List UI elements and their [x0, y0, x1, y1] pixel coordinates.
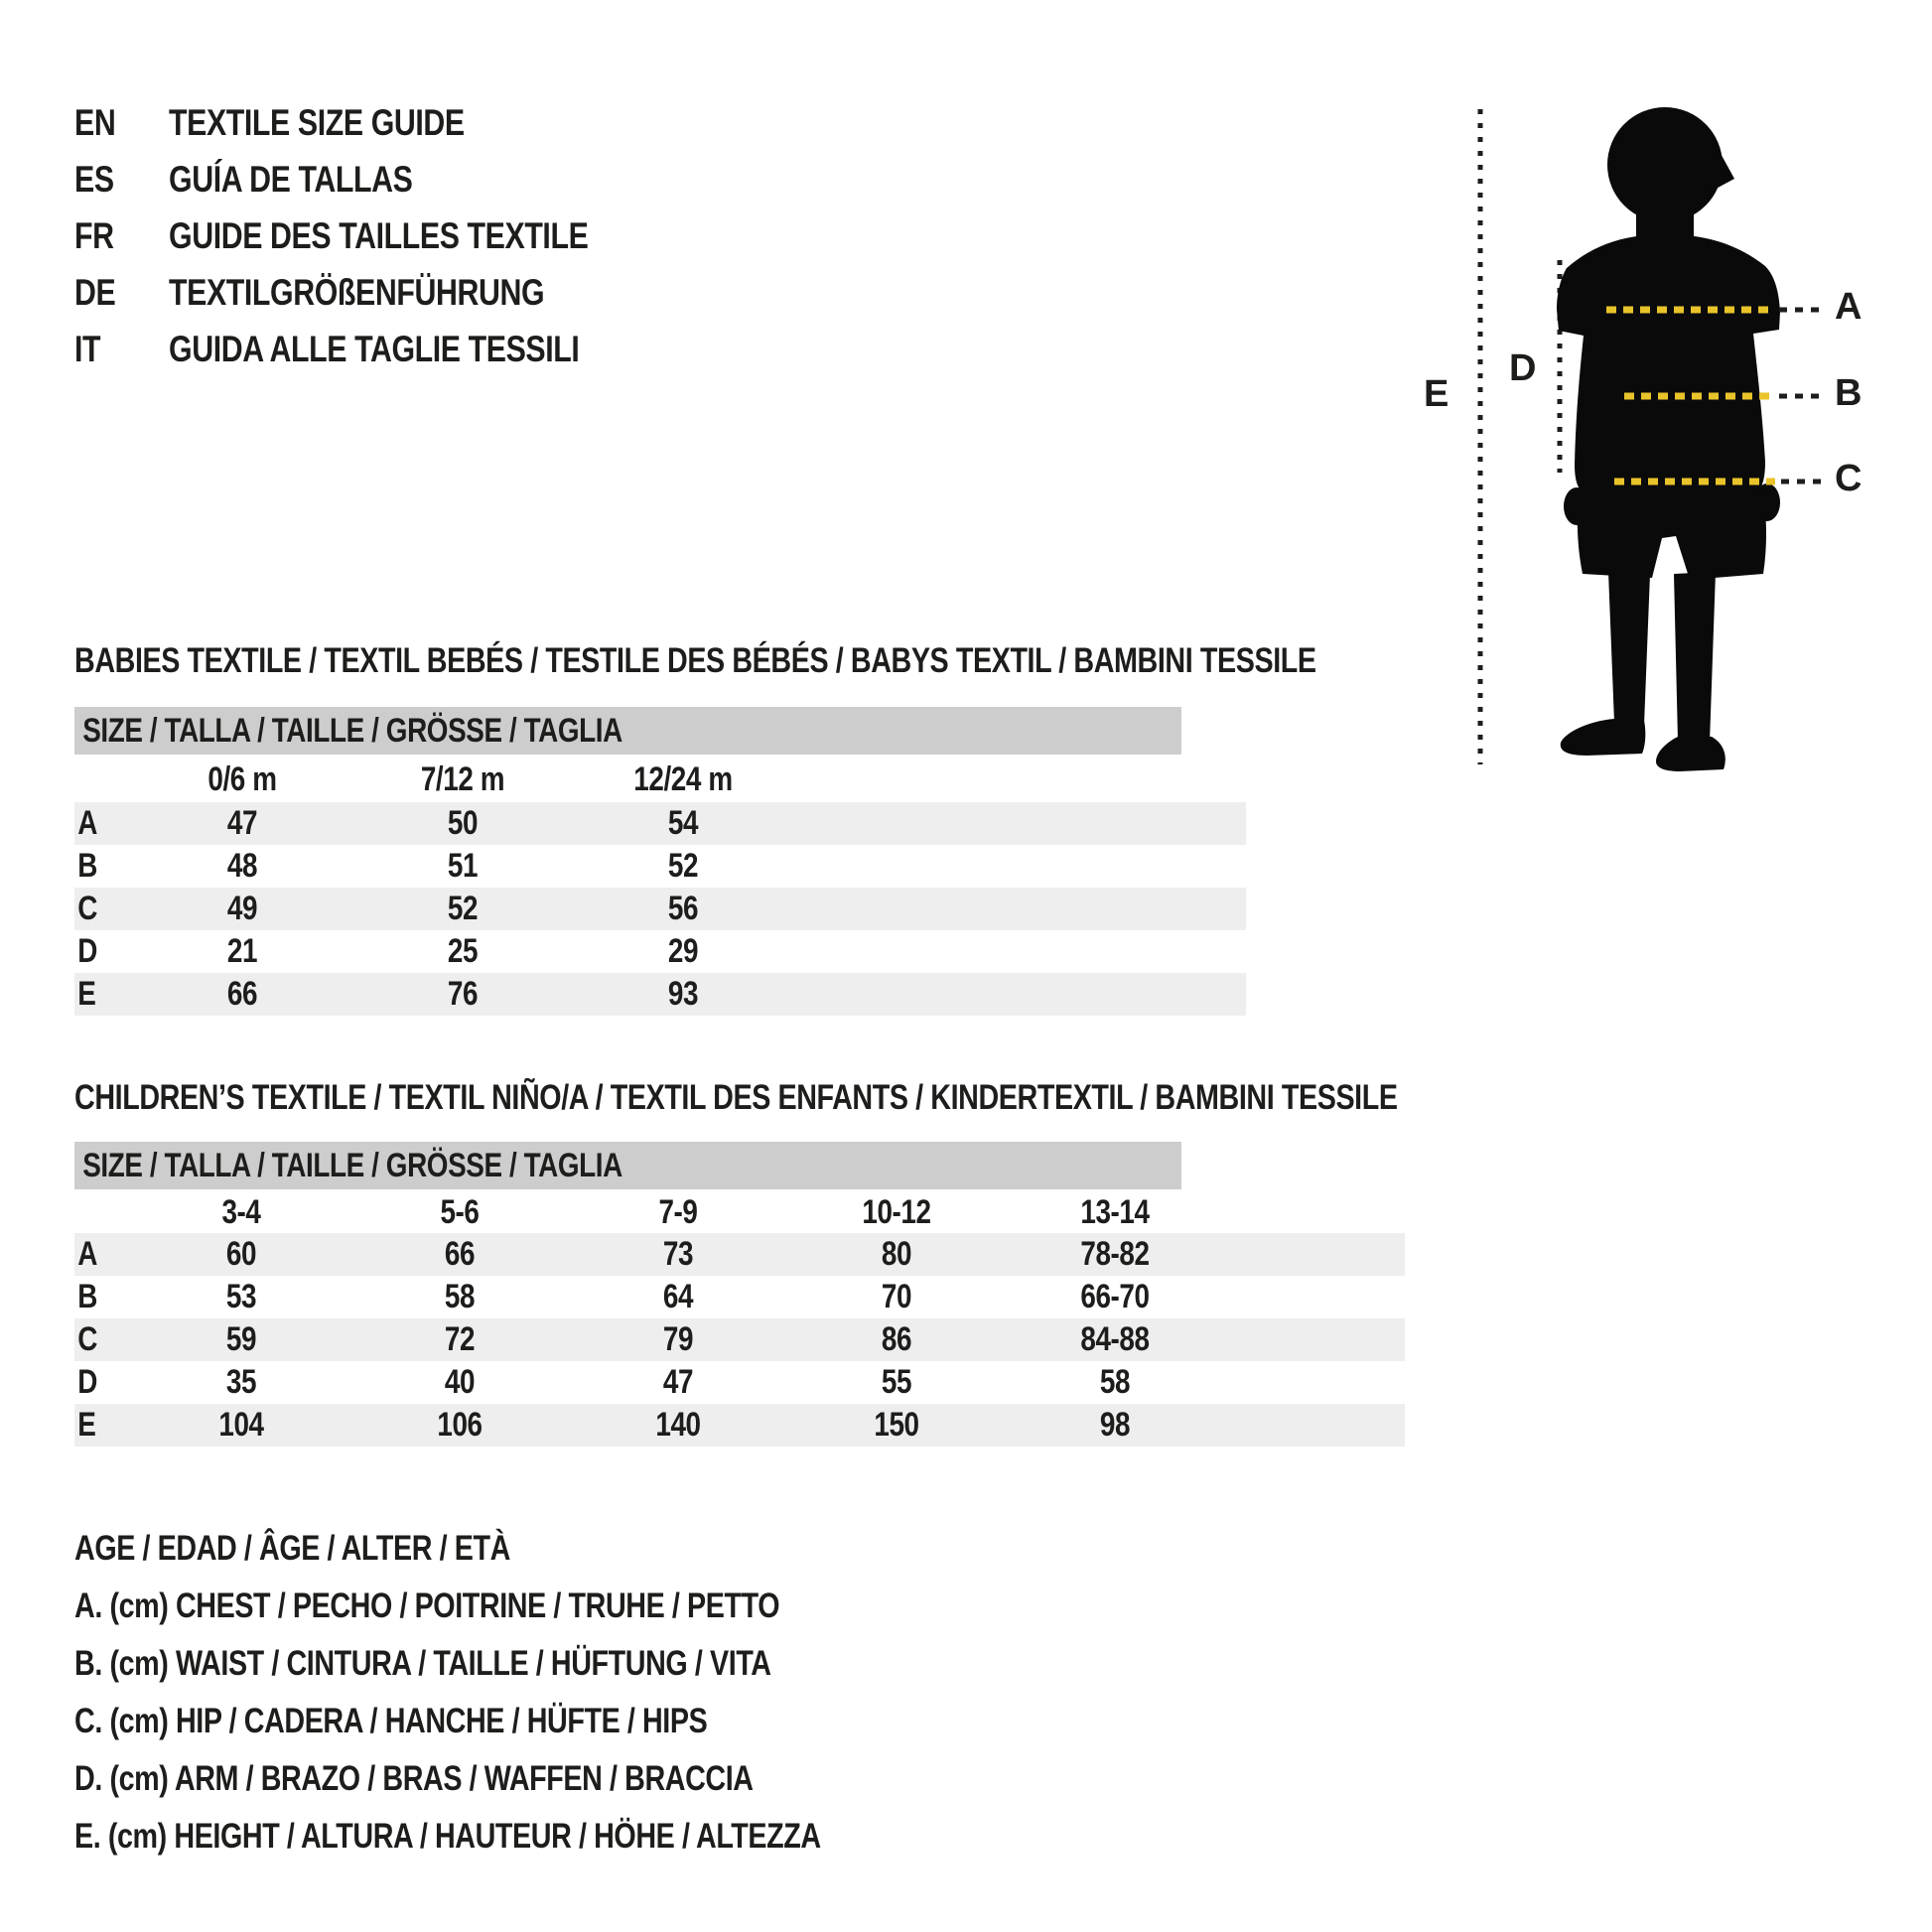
cell: 47	[662, 1363, 694, 1401]
children-col-10-12: 10-12	[862, 1192, 931, 1231]
children-col-5-6: 5-6	[440, 1192, 480, 1231]
language-row-en	[0, 102, 894, 148]
cell: 50	[447, 804, 479, 842]
cell: 49	[226, 890, 258, 927]
cell: 76	[447, 975, 479, 1013]
cell: 60	[225, 1235, 257, 1273]
waist-label-b: B	[1835, 372, 1863, 414]
height-label-e: E	[1424, 373, 1449, 415]
children-section-title: CHILDREN’S TEXTILE / TEXTIL NIÑO/A / TEXTIL DES ENFANTS / KINDERTEXTIL / BAMBINI TESSILE	[74, 1078, 1398, 1117]
babies-column-header-row	[74, 757, 1246, 802]
legend-waist: B. (cm) WAIST / CINTURA / TAILLE / HÜFTUNG / VITA	[74, 1644, 771, 1683]
cell: 84-88	[1080, 1320, 1150, 1358]
cell: 72	[444, 1320, 476, 1358]
children-col-7-9: 7-9	[658, 1192, 698, 1231]
cell: 55	[881, 1363, 912, 1401]
cell: 56	[667, 890, 699, 927]
legend-arm: D. (cm) ARM / BRAZO / BRAS / WAFFEN / BRACCIA	[74, 1759, 754, 1798]
chest-label-a: A	[1835, 286, 1863, 328]
cell: 59	[225, 1320, 257, 1358]
cell: 21	[226, 932, 258, 970]
row-label: D	[77, 1363, 98, 1401]
cell: 79	[662, 1320, 694, 1358]
cell: 58	[444, 1278, 476, 1315]
child-measurement-diagram	[1430, 89, 1932, 774]
language-row-it	[0, 329, 894, 374]
children-column-header-row	[74, 1189, 1405, 1235]
cell: 80	[881, 1235, 912, 1273]
babies-col-12-24m: 12/24 m	[633, 759, 733, 798]
row-label: D	[77, 932, 98, 970]
row-label: B	[77, 847, 98, 885]
children-size-header-label: SIZE / TALLA / TAILLE / GRÖSSE / TAGLIA	[82, 1146, 622, 1184]
row-label: A	[77, 804, 98, 842]
guide-title-it: GUIDA ALLE TAGLIE TESSILI	[169, 329, 580, 369]
babies-row-e	[74, 973, 1246, 1016]
child-silhouette	[1557, 107, 1780, 771]
cell: 66	[226, 975, 258, 1013]
guide-title-de: TEXTILGRÖßENFÜHRUNG	[169, 272, 545, 313]
cell: 48	[226, 847, 258, 885]
cell: 78-82	[1080, 1235, 1150, 1273]
cell: 64	[662, 1278, 694, 1315]
babies-col-7-12m: 7/12 m	[420, 759, 505, 798]
hip-label-c: C	[1835, 458, 1863, 499]
cell: 52	[447, 890, 479, 927]
guide-title-es: GUÍA DE TALLAS	[169, 159, 413, 200]
cell: 54	[667, 804, 699, 842]
cell: 106	[437, 1406, 483, 1444]
language-code: IT	[74, 329, 101, 369]
language-row-es	[0, 159, 894, 205]
arm-label-d: D	[1509, 347, 1537, 389]
babies-size-header-bar	[74, 707, 1181, 755]
row-label: C	[77, 890, 98, 927]
children-row-e	[74, 1404, 1405, 1447]
legend-chest: A. (cm) CHEST / PECHO / POITRINE / TRUHE / PETTO	[74, 1587, 780, 1625]
cell: 70	[881, 1278, 912, 1315]
language-code: EN	[74, 102, 116, 143]
cell: 58	[1099, 1363, 1131, 1401]
guide-title-fr: GUIDE DES TAILLES TEXTILE	[169, 215, 589, 256]
children-col-3-4: 3-4	[221, 1192, 261, 1231]
guide-title-en: TEXTILE SIZE GUIDE	[169, 102, 465, 143]
language-code: FR	[74, 215, 114, 256]
babies-size-header-label: SIZE / TALLA / TAILLE / GRÖSSE / TAGLIA	[82, 711, 622, 750]
row-label: B	[77, 1278, 98, 1315]
cell: 52	[667, 847, 699, 885]
cell: 104	[218, 1406, 264, 1444]
babies-col-0-6m: 0/6 m	[207, 759, 277, 798]
language-row-de	[0, 272, 894, 318]
babies-row-d	[74, 930, 1246, 973]
babies-row-a	[74, 802, 1246, 845]
language-code: ES	[74, 159, 114, 200]
legend-age: AGE / EDAD / ÂGE / ALTER / ETÀ	[74, 1529, 510, 1568]
row-label: E	[77, 975, 96, 1013]
cell: 51	[447, 847, 479, 885]
children-row-b	[74, 1276, 1405, 1318]
children-row-a	[74, 1233, 1405, 1276]
cell: 98	[1099, 1406, 1131, 1444]
cell: 47	[226, 804, 258, 842]
cell: 140	[655, 1406, 701, 1444]
cell: 73	[662, 1235, 694, 1273]
children-row-c	[74, 1318, 1405, 1361]
cell: 66-70	[1080, 1278, 1150, 1315]
legend-hip: C. (cm) HIP / CADERA / HANCHE / HÜFTE / HIPS	[74, 1702, 708, 1740]
language-code: DE	[74, 272, 116, 313]
cell: 35	[225, 1363, 257, 1401]
cell: 40	[444, 1363, 476, 1401]
row-label: C	[77, 1320, 98, 1358]
cell: 86	[881, 1320, 912, 1358]
babies-section-title: BABIES TEXTILE / TEXTIL BEBÉS / TESTILE DES BÉBÉS / BABYS TEXTIL / BAMBINI TESSILE	[74, 641, 1316, 680]
babies-row-b	[74, 845, 1246, 888]
row-label: E	[77, 1406, 96, 1444]
cell: 25	[447, 932, 479, 970]
children-row-d	[74, 1361, 1405, 1404]
children-col-13-14: 13-14	[1080, 1192, 1150, 1231]
cell: 150	[874, 1406, 919, 1444]
cell: 66	[444, 1235, 476, 1273]
cell: 53	[225, 1278, 257, 1315]
babies-row-c	[74, 888, 1246, 930]
legend-height: E. (cm) HEIGHT / ALTURA / HAUTEUR / HÖHE / ALTEZZA	[74, 1817, 821, 1856]
row-label: A	[77, 1235, 98, 1273]
cell: 29	[667, 932, 699, 970]
children-size-header-bar	[74, 1142, 1181, 1189]
language-row-fr	[0, 215, 894, 261]
cell: 93	[667, 975, 699, 1013]
